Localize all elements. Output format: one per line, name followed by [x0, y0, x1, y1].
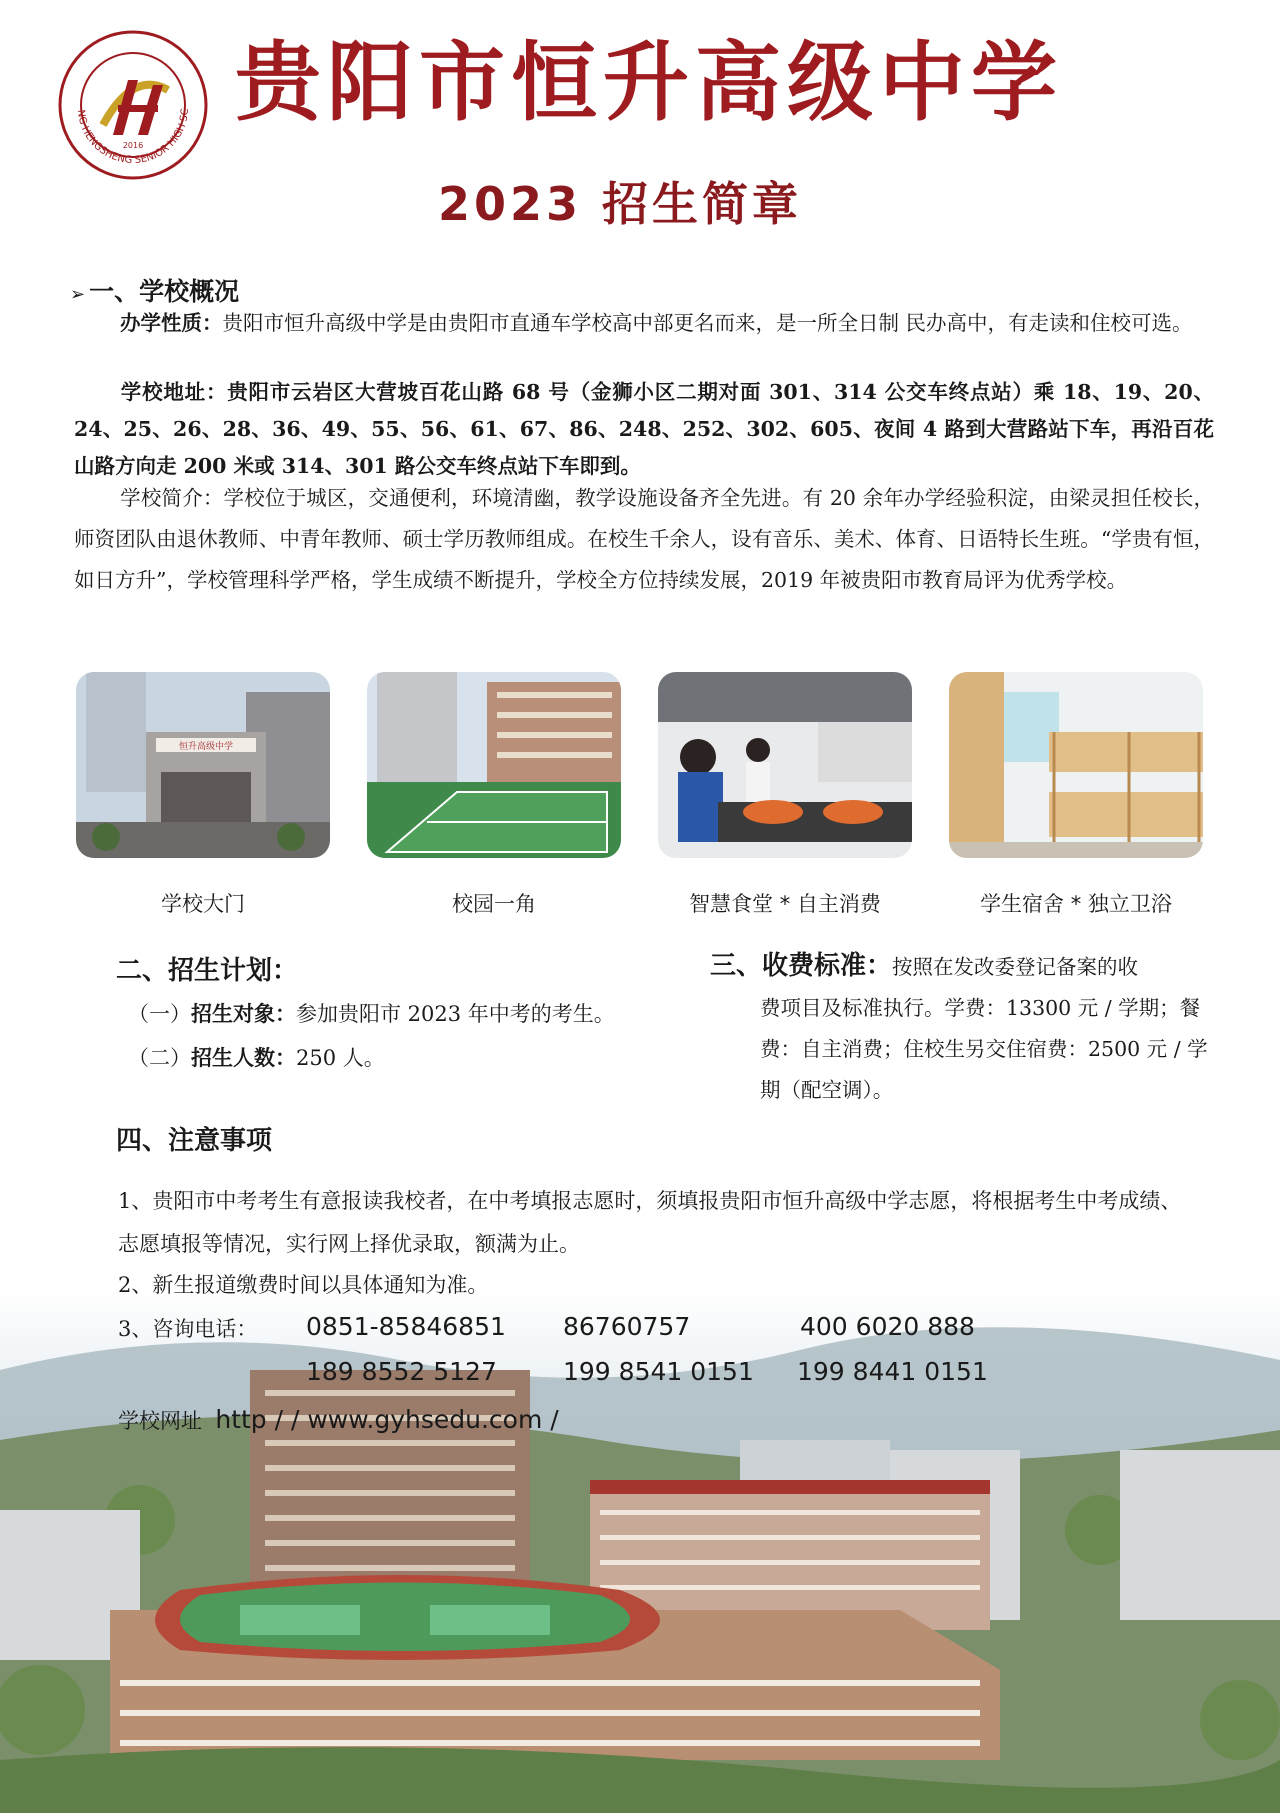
phone-2[interactable]: 86760757	[563, 1312, 691, 1341]
plan-count-text: 250 人。	[296, 1046, 385, 1070]
plan-target-text: 参加贵阳市 2023 年中考的考生。	[296, 1002, 615, 1026]
website-row	[118, 1398, 1198, 1443]
address-paragraph	[74, 374, 1214, 485]
brochure-title: 2023 招生简章	[438, 177, 803, 231]
svg-text:GUIYANG HENGSHENG SENIOR HIGH: NG HENGSHENG SENIOR HIGH SC	[74, 108, 192, 167]
plan-target-label: 招生对象：	[191, 1002, 296, 1026]
school-name-title: 贵阳市恒升高级中学	[235, 32, 1063, 133]
intro-paragraph	[74, 478, 1214, 601]
nature-paragraph	[74, 305, 1214, 342]
website-label: 学校网址	[118, 1409, 202, 1433]
plan-count: （二）招生人数：250 人。	[128, 1046, 385, 1070]
arrow-bullet-icon: ➢	[70, 284, 86, 305]
notes-heading: 四、注意事项	[116, 1126, 273, 1156]
phone-4[interactable]: 189 8552 5127	[306, 1357, 497, 1386]
plan-heading: 二、招生计划：	[116, 956, 299, 986]
phone-6[interactable]: 199 8441 0151	[797, 1357, 988, 1386]
phone-3[interactable]: 400 6020 888	[800, 1312, 975, 1341]
overview-heading: ➢ 一、学校概况	[70, 277, 240, 306]
svg-text:恒升高级中学: 恒升高级中学	[178, 742, 234, 752]
photo-school-gate	[76, 672, 330, 858]
photo-campus-corner	[367, 672, 621, 858]
caption-dormitory: 学生宿舍 * 独立卫浴	[980, 892, 1172, 916]
caption-school-gate: 学校大门	[161, 892, 245, 916]
fee-text: 费项目及标准执行。学费：13300 元 / 学期；餐费：自主消费；住校生另交住宿费：2500 元 / 学期（配空调）。	[760, 996, 1208, 1102]
intro-text: 学校简介：学校位于城区，交通便利，环境清幽，教学设施设备齐全先进。有 20 余年办学经验积淀，由梁灵担任校长，师资团队由退休教师、中青年教师、硕士学历教师组成。在校生千余人，设有音乐、美术、体育、日语特长生班。“学贵有恒，如日方升”，学校管理科学严格，学生成绩不断提升，学校全方位持续发展，2019 年被贵阳市教育局评为优秀学校。	[74, 486, 1214, 592]
photo-cafeteria	[658, 672, 912, 858]
note-item-2: 2、新生报道缴费时间以具体通知为准。	[118, 1273, 489, 1297]
note-item-1: 1、贵阳市中考考生有意报读我校者，在中考填报志愿时，须填报贵阳市恒升高级中学志愿，将根据考生中考成绩、志愿填报等情况，实行网上择优录取，额满为止。	[118, 1189, 1182, 1256]
svg-text:2016: 2016	[122, 141, 144, 150]
photo-dormitory	[949, 672, 1203, 858]
website-link[interactable]: http / / www.gyhsedu.com /	[215, 1405, 559, 1434]
caption-campus-corner: 校园一角	[452, 892, 536, 916]
plan-count-label: 招生人数：	[191, 1046, 296, 1070]
address-label: 学校地址：	[120, 380, 228, 404]
nature-text: 贵阳市恒升高级中学是由贵阳市直通车学校高中部更名而来，是一所全日制 民办高中，有走读和住校可选。	[222, 311, 1193, 335]
address-text: 贵阳市云岩区大营坡百花山路 68 号（金狮小区二期对面 301、314 公交车终点站）乘 18、19、20、24、25、26、28、36、49、55、56、61、67、86、248、252、302、605、夜间 4 路到大营路站下车，再沿百花山路方向走 200 米或 314、301 路公交车终点站下车即到。	[74, 380, 1214, 478]
school-logo	[58, 30, 208, 180]
phone-5[interactable]: 199 8541 0151	[563, 1357, 754, 1386]
fee-paragraph: 三、收费标准：按照在发改委登记备案的收 费项目及标准执行。学费：13300 元 / 学期；餐费：自主消费；住校生另交住宿费：2500 元 / 学期（配空调）。	[710, 951, 1208, 1102]
note-phone-label: 3、咨询电话：	[118, 1317, 258, 1341]
nature-label: 办学性质：	[120, 311, 223, 335]
plan-target: （一）招生对象：参加贵阳市 2023 年中考的考生。	[128, 1002, 615, 1026]
caption-cafeteria: 智慧食堂 * 自主消费	[689, 892, 881, 916]
fee-heading: 三、收费标准：	[710, 951, 893, 981]
phone-1[interactable]: 0851-85846851	[306, 1312, 506, 1341]
